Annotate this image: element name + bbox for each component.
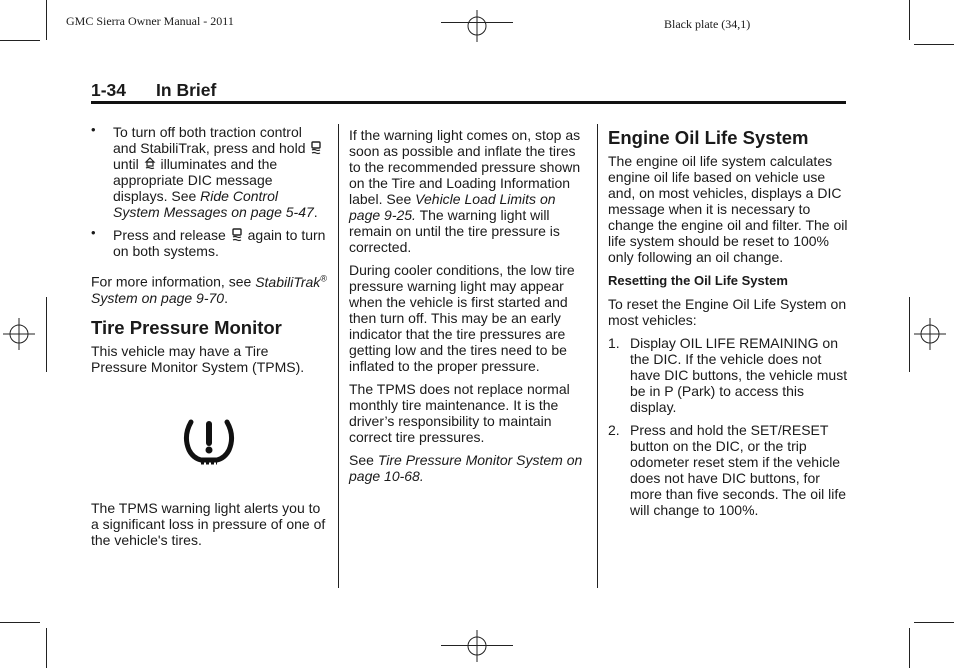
cross-reference-link[interactable]: Vehicle Load Limits on page 9-25. bbox=[349, 191, 556, 223]
crop-mark bbox=[0, 622, 40, 623]
subheading: Resetting the Oil Life System bbox=[608, 273, 788, 288]
paragraph: The TPMS does not replace normal monthly tire maintenance. It is the driver’s responsibility to maintain correct tire pressures. bbox=[349, 381, 570, 445]
list-item: 1. Display OIL LIFE REMAINING on the DIC. If the vehicle does not have DIC buttons, the vehicle must be in P (Park) to access this display. bbox=[608, 335, 848, 415]
crop-mark bbox=[914, 44, 954, 45]
registration-crosshair-icon bbox=[461, 630, 493, 662]
paragraph: The engine oil life system calculates engine oil life based on vehicle use and, on most vehicles, displays a DIC message when it is necessary to change the engine oil and filter. The oil life system should be reset to 100% only following an oil change. bbox=[608, 153, 848, 265]
page-number: 1-34 bbox=[91, 80, 127, 100]
traction-off-icon bbox=[309, 141, 323, 155]
cross-reference-link[interactable]: Ride Control System Messages on page 5-47 bbox=[113, 188, 314, 220]
crop-mark bbox=[909, 297, 910, 372]
section-title: In Brief bbox=[156, 80, 217, 100]
plate-label: Black plate (34,1) bbox=[664, 17, 751, 31]
tpm-paragraph: This vehicle may have a Tire Pressure Monitor System (TPMS). bbox=[91, 342, 305, 375]
paragraph: To reset the Engine Oil Life System on most vehicles: bbox=[608, 296, 847, 328]
list-item: 2. Press and hold the SET/RESET button on the DIC, or the trip odometer reset stem if the vehicle does not have DIC buttons, for more than five seconds. The oil life will change to 100%. bbox=[608, 422, 847, 518]
crop-mark bbox=[46, 0, 47, 40]
tpms-icon-container bbox=[91, 382, 327, 500]
column-1 bbox=[91, 124, 327, 555]
cross-reference-link[interactable]: StabiliTrak® System on page 9-70 bbox=[91, 273, 327, 306]
registration-crosshair-icon bbox=[461, 10, 493, 42]
paragraph: See Tire Pressure Monitor System on page 10-68. bbox=[349, 452, 583, 484]
list-item: • Press and release again to turn on both systems. bbox=[91, 225, 326, 259]
engine-oil-heading: Engine Oil Life System bbox=[608, 127, 809, 148]
crop-mark bbox=[46, 297, 47, 372]
tpm-paragraph: The TPMS warning light alerts you to a significant loss in pressure of one of the vehicle's tires. bbox=[91, 499, 326, 548]
registration-crosshair-icon bbox=[914, 318, 946, 350]
registration-crosshair-icon bbox=[3, 318, 35, 350]
crop-mark bbox=[909, 628, 910, 668]
paragraph: During cooler conditions, the low tire pressure warning light may appear when the vehicle is first started and then turn off. This may be an early indicator that the tire pressures are getting low and the tires need to be inflated to the proper pressure. bbox=[349, 262, 575, 374]
column-3 bbox=[608, 127, 848, 525]
tire-pressure-warning-icon bbox=[181, 416, 237, 466]
cross-reference-link[interactable]: Tire Pressure Monitor System on page 10-68. bbox=[349, 452, 583, 484]
column-2 bbox=[349, 127, 587, 491]
stabilitrak-icon bbox=[143, 157, 157, 171]
paragraph: If the warning light comes on, stop as soon as possible and inflate the tires to the recommended pressure shown on the Tire and Loading Information label. See Vehicle Load Limits on page 9-25. The warning light will remain on until the tire pressure is corrected. bbox=[349, 127, 581, 255]
tire-pressure-heading: Tire Pressure Monitor bbox=[91, 316, 282, 338]
crop-mark bbox=[46, 628, 47, 668]
crop-mark bbox=[909, 0, 910, 40]
more-info-paragraph: For more information, see StabiliTrak® System on page 9-70. bbox=[91, 273, 327, 306]
crop-mark bbox=[914, 622, 954, 623]
page-heading bbox=[91, 80, 216, 101]
column-divider bbox=[597, 124, 598, 588]
header-rule bbox=[91, 101, 846, 104]
crop-mark bbox=[0, 40, 40, 41]
manual-title: GMC Sierra Owner Manual - 2011 bbox=[66, 14, 234, 28]
traction-off-icon bbox=[230, 228, 244, 242]
list-item: • To turn off both traction control and StabiliTrak, press and hold until illuminates and the appropriate DIC message displays. See Ride Control System Messages on page 5-47. bbox=[91, 124, 327, 220]
column-divider bbox=[338, 124, 339, 588]
